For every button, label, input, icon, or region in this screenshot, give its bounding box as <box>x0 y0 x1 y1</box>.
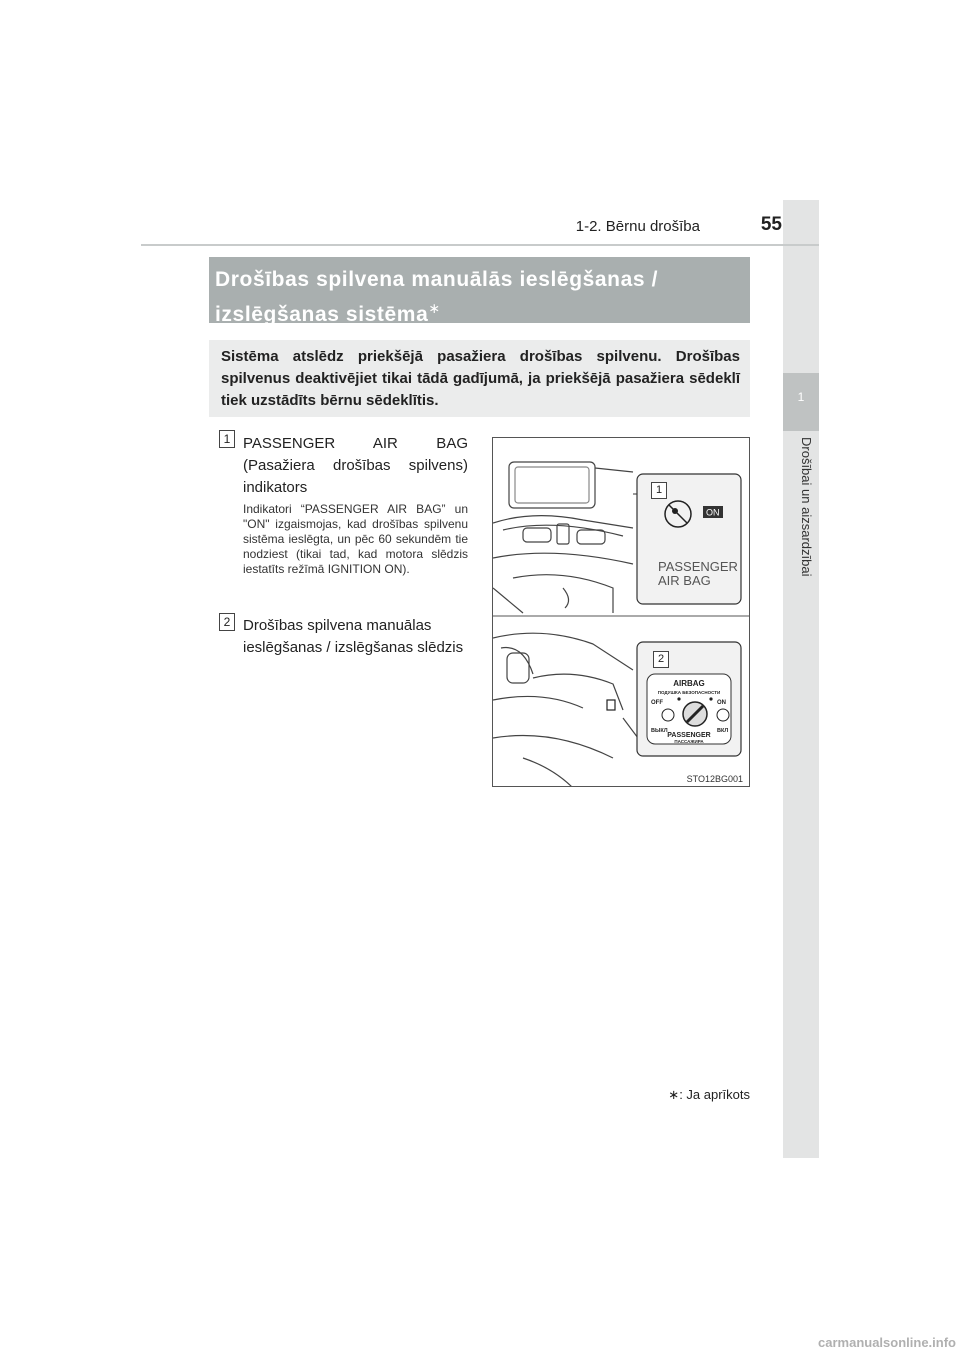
footnote-asterisk: ∗ <box>668 1087 680 1102</box>
side-tab-chapter-number: 1 <box>797 390 805 404</box>
airbag-figure <box>492 437 750 787</box>
page-title-text: Drošības spilvena manuālās ieslēgšanas / izslēgšanas sistēma <box>215 268 659 326</box>
intro-box <box>209 340 750 417</box>
title-asterisk: ∗ <box>428 300 441 316</box>
figure-callout-1: 1 <box>651 482 667 499</box>
indicator-on-text: ON <box>706 507 720 518</box>
item-2-title: Drošības spilvena manuālas ieslēgšanas / izslēgšanas slēdzis <box>243 617 464 656</box>
item-1-number: 1 <box>219 430 235 448</box>
switch-label-airbag-ru: ПОДУШКА БЕЗОПАСНОСТИ <box>657 690 721 695</box>
side-tab-chapter-title: Drošībai un aizsardzībai <box>799 437 814 577</box>
page-title <box>215 265 744 329</box>
switch-label-on: ON <box>717 700 726 706</box>
switch-label-passenger: PASSENGER <box>667 732 711 739</box>
indicator-label-airbag: AIR BAG <box>658 573 711 588</box>
section-heading: 1-2. Bērnu drošība <box>575 218 700 235</box>
footnote-text: : Ja aprīkots <box>679 1087 750 1102</box>
item-1-title: PASSENGER AIR BAG (Pasažiera drošības spilvens) indikators <box>243 435 468 496</box>
switch-label-passenger-ru: ПАССАЖИРА <box>674 739 704 744</box>
footnote <box>668 1087 750 1103</box>
watermark: carmanualsonline.info <box>818 1335 956 1350</box>
figure-code: STO12BG001 <box>686 774 743 784</box>
indicator-label-passenger: PASSENGER <box>658 559 738 574</box>
side-tab-strip <box>783 200 819 1158</box>
dashboard-illustration <box>493 438 750 787</box>
switch-label-off: OFF <box>651 700 663 706</box>
title-banner <box>209 257 750 326</box>
item-1-description: Indikatori “PASSENGER AIR BAG” un "ON" izgaismojas, kad drošības spilvenu sistēma ieslēgta, un pēc 60 sekundēm tie nodziest (tikai tad, kad motora slēdzis iestatīts režīmā IGNITION ON). <box>243 502 468 576</box>
switch-label-airbag: AIRBAG <box>673 679 705 688</box>
figure-callout-2: 2 <box>653 651 669 668</box>
item-2-number: 2 <box>219 613 235 631</box>
dashboard-bottom-scene <box>493 633 638 787</box>
intro-text: Sistēma atslēdz priekšējā pasažiera drošības spilvenu. Drošības spilvenus deaktivējiet tikai tādā gadījumā, ja priekšējā pasažiera sēdeklī tiek uzstādīts bērnu sēdeklītis. <box>221 348 740 409</box>
dashboard-top-scene <box>493 462 633 613</box>
switch-label-off-ru: ВЫКЛ <box>651 728 668 734</box>
page-number: 55 <box>760 214 782 235</box>
switch-label-on-ru: ВКЛ <box>717 728 729 734</box>
header-divider <box>141 244 819 246</box>
